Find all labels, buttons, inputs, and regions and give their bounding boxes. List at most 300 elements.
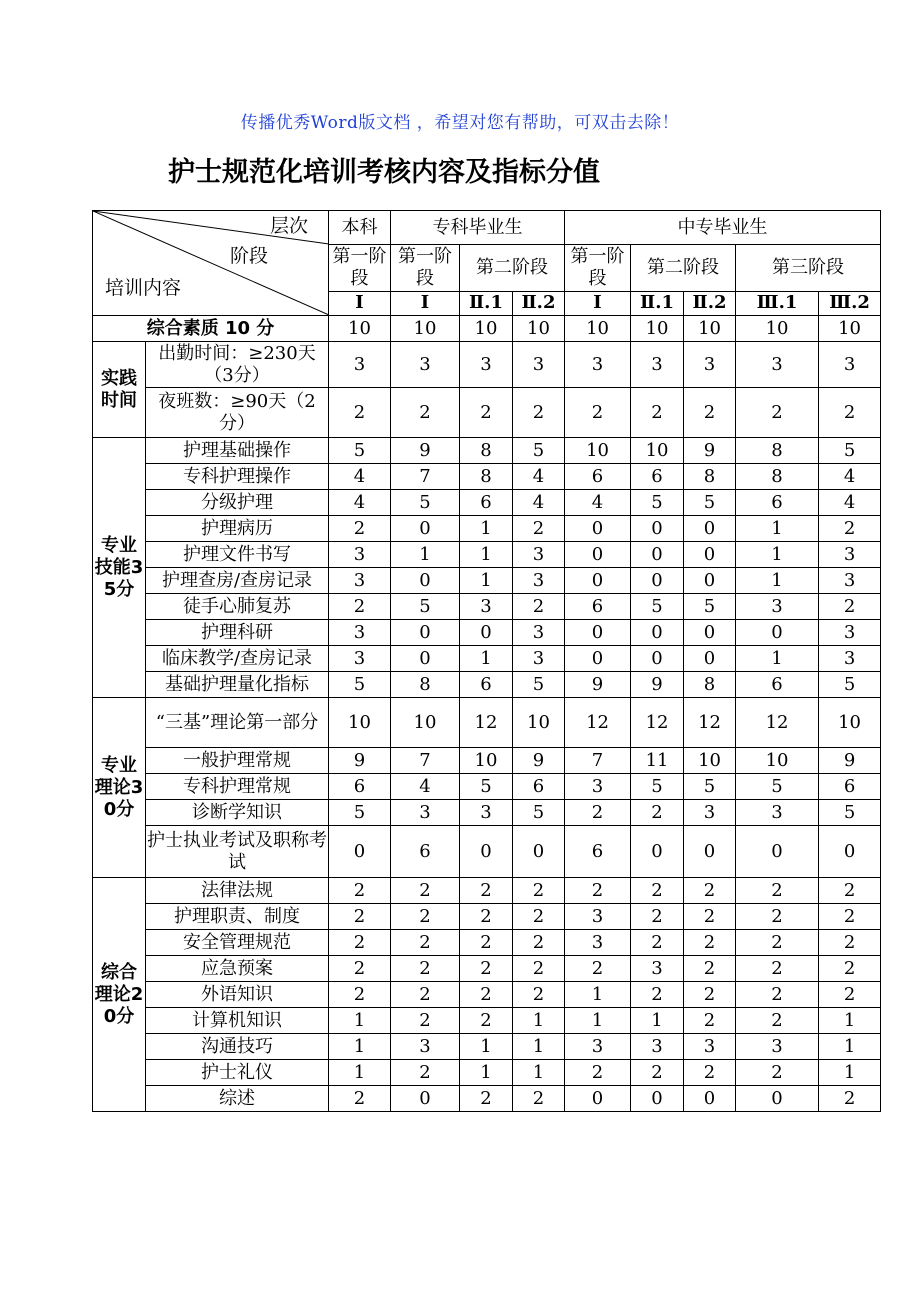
score-cell: 9 bbox=[631, 672, 684, 698]
score-cell: 1 bbox=[460, 568, 513, 594]
table-row bbox=[93, 904, 881, 930]
score-cell: 2 bbox=[565, 1060, 631, 1086]
summary-value: 10 bbox=[819, 316, 881, 342]
table-row bbox=[93, 388, 881, 438]
score-cell: 2 bbox=[391, 982, 460, 1008]
score-cell: 1 bbox=[329, 1060, 391, 1086]
table-row bbox=[93, 464, 881, 490]
score-cell: 3 bbox=[565, 774, 631, 800]
score-cell: 0 bbox=[736, 620, 819, 646]
score-cell: 2 bbox=[391, 878, 460, 904]
score-cell: 2 bbox=[736, 1060, 819, 1086]
score-cell: 1 bbox=[460, 1060, 513, 1086]
score-cell: 2 bbox=[631, 878, 684, 904]
summary-value: 10 bbox=[513, 316, 565, 342]
score-cell: 9 bbox=[329, 748, 391, 774]
score-cell: 0 bbox=[391, 568, 460, 594]
score-cell: 1 bbox=[513, 1060, 565, 1086]
score-cell: 5 bbox=[513, 672, 565, 698]
score-cell: 8 bbox=[460, 464, 513, 490]
summary-label: 综合素质 10 分 bbox=[93, 316, 329, 342]
section-label: 专业理论30分 bbox=[93, 698, 146, 878]
score-cell: 1 bbox=[736, 542, 819, 568]
row-item: 诊断学知识 bbox=[146, 800, 329, 826]
stage-label: 阶段 bbox=[230, 245, 269, 267]
score-cell: 1 bbox=[819, 1008, 881, 1034]
score-cell: 3 bbox=[460, 342, 513, 388]
score-cell: 2 bbox=[391, 904, 460, 930]
score-cell: 4 bbox=[565, 490, 631, 516]
table-row bbox=[93, 646, 881, 672]
score-cell: 5 bbox=[391, 594, 460, 620]
score-cell: 5 bbox=[329, 800, 391, 826]
score-cell: 9 bbox=[819, 748, 881, 774]
score-cell: 3 bbox=[329, 542, 391, 568]
score-cell: 9 bbox=[565, 672, 631, 698]
section-label: 专业技能35分 bbox=[93, 438, 146, 698]
score-cell: 2 bbox=[391, 1060, 460, 1086]
row-item: 护士执业考试及职称考试 bbox=[146, 826, 329, 878]
score-cell: 2 bbox=[684, 388, 736, 438]
score-cell: 2 bbox=[684, 1008, 736, 1034]
score-cell: 3 bbox=[513, 620, 565, 646]
score-cell: 2 bbox=[565, 800, 631, 826]
score-cell: 2 bbox=[513, 516, 565, 542]
score-cell: 6 bbox=[736, 672, 819, 698]
score-cell: 3 bbox=[513, 646, 565, 672]
table-row bbox=[93, 1008, 881, 1034]
table-row bbox=[93, 982, 881, 1008]
score-cell: 4 bbox=[329, 490, 391, 516]
group-header-bachelor: 本科 bbox=[329, 211, 391, 245]
score-cell: 2 bbox=[819, 982, 881, 1008]
table-row bbox=[93, 1034, 881, 1060]
score-cell: 2 bbox=[329, 388, 391, 438]
table-row bbox=[93, 826, 881, 878]
header-diagonal-cell bbox=[93, 211, 329, 316]
table-row bbox=[93, 698, 881, 748]
score-cell: 3 bbox=[329, 568, 391, 594]
score-cell: 0 bbox=[460, 826, 513, 878]
row-item: 外语知识 bbox=[146, 982, 329, 1008]
score-cell: 0 bbox=[631, 826, 684, 878]
summary-value: 10 bbox=[391, 316, 460, 342]
score-cell: 3 bbox=[513, 568, 565, 594]
score-cell: 1 bbox=[329, 1034, 391, 1060]
score-cell: 2 bbox=[819, 1086, 881, 1112]
score-cell: 6 bbox=[631, 464, 684, 490]
level-label: 层次 bbox=[269, 215, 308, 237]
score-cell: 0 bbox=[565, 568, 631, 594]
score-cell: 0 bbox=[631, 542, 684, 568]
stage-header: 第二阶段 bbox=[631, 245, 736, 291]
score-cell: 0 bbox=[684, 646, 736, 672]
score-cell: 8 bbox=[736, 464, 819, 490]
table-row bbox=[93, 542, 881, 568]
score-cell: 3 bbox=[460, 800, 513, 826]
score-cell: 2 bbox=[819, 594, 881, 620]
score-cell: 3 bbox=[513, 542, 565, 568]
table-row bbox=[93, 774, 881, 800]
score-cell: 2 bbox=[631, 1060, 684, 1086]
score-cell: 0 bbox=[631, 620, 684, 646]
row-item: 临床教学/查房记录 bbox=[146, 646, 329, 672]
score-cell: 9 bbox=[513, 748, 565, 774]
row-item: 专科护理操作 bbox=[146, 464, 329, 490]
score-cell: 3 bbox=[329, 620, 391, 646]
table-row bbox=[93, 438, 881, 464]
score-cell: 2 bbox=[631, 388, 684, 438]
score-cell: 8 bbox=[684, 672, 736, 698]
score-cell: 3 bbox=[819, 620, 881, 646]
stage-code: Ⅰ bbox=[391, 291, 460, 315]
score-cell: 3 bbox=[565, 1034, 631, 1060]
score-cell: 2 bbox=[460, 388, 513, 438]
score-cell: 4 bbox=[513, 464, 565, 490]
score-cell: 0 bbox=[684, 516, 736, 542]
score-cell: 5 bbox=[631, 774, 684, 800]
score-cell: 3 bbox=[684, 1034, 736, 1060]
score-cell: 2 bbox=[565, 878, 631, 904]
score-cell: 2 bbox=[819, 930, 881, 956]
row-item: 出勤时间：≥230天（3分） bbox=[146, 342, 329, 388]
score-cell: 0 bbox=[460, 620, 513, 646]
score-cell: 3 bbox=[819, 342, 881, 388]
score-cell: 1 bbox=[460, 516, 513, 542]
score-cell: 6 bbox=[736, 490, 819, 516]
score-cell: 2 bbox=[684, 930, 736, 956]
row-item: 护理病历 bbox=[146, 516, 329, 542]
score-cell: 2 bbox=[565, 388, 631, 438]
score-cell: 0 bbox=[391, 1086, 460, 1112]
row-item: 护士礼仪 bbox=[146, 1060, 329, 1086]
score-cell: 1 bbox=[819, 1060, 881, 1086]
score-cell: 4 bbox=[819, 490, 881, 516]
score-cell: 2 bbox=[684, 1060, 736, 1086]
score-cell: 2 bbox=[460, 982, 513, 1008]
score-cell: 2 bbox=[631, 800, 684, 826]
score-cell: 1 bbox=[329, 1008, 391, 1034]
row-item: 沟通技巧 bbox=[146, 1034, 329, 1060]
score-cell: 6 bbox=[565, 594, 631, 620]
stage-code: Ⅱ.1 bbox=[460, 291, 513, 315]
score-cell: 2 bbox=[460, 956, 513, 982]
score-cell: 0 bbox=[565, 542, 631, 568]
score-cell: 2 bbox=[513, 1086, 565, 1112]
score-cell: 2 bbox=[513, 956, 565, 982]
score-cell: 5 bbox=[819, 672, 881, 698]
row-item: 护理科研 bbox=[146, 620, 329, 646]
stage-header: 第二阶段 bbox=[460, 245, 565, 291]
score-cell: 2 bbox=[329, 930, 391, 956]
score-cell: 2 bbox=[513, 904, 565, 930]
score-cell: 1 bbox=[736, 646, 819, 672]
score-cell: 1 bbox=[460, 1034, 513, 1060]
score-cell: 8 bbox=[460, 438, 513, 464]
score-cell: 5 bbox=[631, 594, 684, 620]
score-cell: 4 bbox=[391, 774, 460, 800]
score-cell: 2 bbox=[513, 982, 565, 1008]
score-cell: 2 bbox=[684, 904, 736, 930]
score-cell: 4 bbox=[819, 464, 881, 490]
score-cell: 1 bbox=[819, 1034, 881, 1060]
score-cell: 6 bbox=[460, 490, 513, 516]
summary-value: 10 bbox=[736, 316, 819, 342]
row-item: 护理查房/查房记录 bbox=[146, 568, 329, 594]
stage-code: Ⅱ.1 bbox=[631, 291, 684, 315]
score-cell: 0 bbox=[565, 516, 631, 542]
score-cell: 6 bbox=[460, 672, 513, 698]
score-cell: 0 bbox=[391, 646, 460, 672]
score-cell: 0 bbox=[736, 826, 819, 878]
score-cell: 2 bbox=[460, 904, 513, 930]
score-cell: 1 bbox=[460, 646, 513, 672]
score-cell: 2 bbox=[329, 982, 391, 1008]
score-cell: 3 bbox=[819, 568, 881, 594]
score-cell: 5 bbox=[513, 438, 565, 464]
table-row bbox=[93, 568, 881, 594]
score-cell: 8 bbox=[391, 672, 460, 698]
stage-header: 第三阶段 bbox=[736, 245, 881, 291]
stage-code: Ⅲ.1 bbox=[736, 291, 819, 315]
score-cell: 8 bbox=[736, 438, 819, 464]
score-cell: 2 bbox=[684, 878, 736, 904]
score-cell: 10 bbox=[460, 748, 513, 774]
score-cell: 5 bbox=[329, 672, 391, 698]
table-row bbox=[93, 620, 881, 646]
row-item: 应急预案 bbox=[146, 956, 329, 982]
score-cell: 2 bbox=[736, 930, 819, 956]
row-item: “三基”理论第一部分 bbox=[146, 698, 329, 748]
score-cell: 2 bbox=[391, 956, 460, 982]
score-cell: 0 bbox=[631, 516, 684, 542]
score-cell: 2 bbox=[329, 1086, 391, 1112]
score-cell: 2 bbox=[819, 956, 881, 982]
score-cell: 5 bbox=[684, 594, 736, 620]
score-cell: 2 bbox=[329, 956, 391, 982]
score-cell: 0 bbox=[513, 826, 565, 878]
row-item: 护理文件书写 bbox=[146, 542, 329, 568]
score-cell: 5 bbox=[631, 490, 684, 516]
row-item: 安全管理规范 bbox=[146, 930, 329, 956]
score-cell: 2 bbox=[736, 982, 819, 1008]
group-header-college: 专科毕业生 bbox=[391, 211, 565, 245]
score-cell: 8 bbox=[684, 464, 736, 490]
score-cell: 12 bbox=[736, 698, 819, 748]
table-row bbox=[93, 1086, 881, 1112]
score-cell: 2 bbox=[391, 388, 460, 438]
score-cell: 1 bbox=[513, 1008, 565, 1034]
score-cell: 12 bbox=[631, 698, 684, 748]
score-cell: 3 bbox=[631, 956, 684, 982]
score-cell: 2 bbox=[736, 956, 819, 982]
score-cell: 5 bbox=[329, 438, 391, 464]
score-cell: 0 bbox=[684, 826, 736, 878]
score-cell: 10 bbox=[736, 748, 819, 774]
score-cell: 2 bbox=[684, 956, 736, 982]
score-cell: 2 bbox=[391, 930, 460, 956]
score-cell: 3 bbox=[391, 342, 460, 388]
score-cell: 11 bbox=[631, 748, 684, 774]
score-cell: 6 bbox=[565, 826, 631, 878]
score-cell: 10 bbox=[684, 748, 736, 774]
banner-note: 传播优秀Word版文档 ，希望对您有帮助，可双击去除！ bbox=[240, 113, 680, 133]
summary-value: 10 bbox=[684, 316, 736, 342]
score-cell: 3 bbox=[736, 1034, 819, 1060]
score-cell: 3 bbox=[391, 1034, 460, 1060]
row-item: 法律法规 bbox=[146, 878, 329, 904]
assessment-table bbox=[92, 210, 881, 1112]
row-item: 专科护理常规 bbox=[146, 774, 329, 800]
score-cell: 6 bbox=[565, 464, 631, 490]
score-cell: 0 bbox=[631, 1086, 684, 1112]
score-cell: 5 bbox=[391, 490, 460, 516]
score-cell: 3 bbox=[391, 800, 460, 826]
stage-code: Ⅰ bbox=[329, 291, 391, 315]
score-cell: 2 bbox=[513, 388, 565, 438]
row-item: 基础护理量化指标 bbox=[146, 672, 329, 698]
section-label: 综合理论20分 bbox=[93, 878, 146, 1112]
score-cell: 2 bbox=[819, 516, 881, 542]
score-cell: 10 bbox=[513, 698, 565, 748]
score-cell: 7 bbox=[391, 748, 460, 774]
score-cell: 2 bbox=[736, 904, 819, 930]
score-cell: 9 bbox=[391, 438, 460, 464]
score-cell: 3 bbox=[460, 594, 513, 620]
score-cell: 2 bbox=[736, 878, 819, 904]
score-cell: 3 bbox=[684, 342, 736, 388]
score-cell: 2 bbox=[513, 594, 565, 620]
stage-code: Ⅱ.2 bbox=[513, 291, 565, 315]
stage-header: 第一阶段 bbox=[329, 245, 391, 291]
score-cell: 6 bbox=[329, 774, 391, 800]
score-cell: 1 bbox=[565, 982, 631, 1008]
score-cell: 2 bbox=[329, 594, 391, 620]
score-cell: 1 bbox=[736, 516, 819, 542]
score-cell: 0 bbox=[329, 826, 391, 878]
table-row bbox=[93, 490, 881, 516]
table-row bbox=[93, 594, 881, 620]
score-cell: 0 bbox=[631, 568, 684, 594]
score-cell: 0 bbox=[736, 1086, 819, 1112]
score-cell: 0 bbox=[391, 516, 460, 542]
score-cell: 3 bbox=[631, 342, 684, 388]
score-cell: 2 bbox=[460, 1008, 513, 1034]
score-cell: 2 bbox=[513, 878, 565, 904]
score-cell: 3 bbox=[329, 342, 391, 388]
score-cell: 10 bbox=[631, 438, 684, 464]
score-cell: 5 bbox=[736, 774, 819, 800]
score-cell: 2 bbox=[684, 982, 736, 1008]
score-cell: 3 bbox=[565, 904, 631, 930]
score-cell: 10 bbox=[565, 438, 631, 464]
score-cell: 9 bbox=[684, 438, 736, 464]
score-cell: 6 bbox=[819, 774, 881, 800]
score-cell: 2 bbox=[329, 904, 391, 930]
score-cell: 2 bbox=[391, 1008, 460, 1034]
row-item: 分级护理 bbox=[146, 490, 329, 516]
score-cell: 5 bbox=[460, 774, 513, 800]
score-cell: 0 bbox=[565, 1086, 631, 1112]
score-cell: 10 bbox=[329, 698, 391, 748]
table-row bbox=[93, 878, 881, 904]
table-row bbox=[93, 800, 881, 826]
score-cell: 2 bbox=[565, 956, 631, 982]
summary-value: 10 bbox=[460, 316, 513, 342]
row-item: 护理基础操作 bbox=[146, 438, 329, 464]
row-item: 计算机知识 bbox=[146, 1008, 329, 1034]
score-cell: 2 bbox=[329, 516, 391, 542]
score-cell: 2 bbox=[819, 388, 881, 438]
score-cell: 1 bbox=[736, 568, 819, 594]
score-cell: 12 bbox=[460, 698, 513, 748]
score-cell: 4 bbox=[329, 464, 391, 490]
score-cell: 2 bbox=[460, 1086, 513, 1112]
score-cell: 3 bbox=[736, 594, 819, 620]
score-cell: 3 bbox=[819, 542, 881, 568]
stage-header: 第一阶段 bbox=[565, 245, 631, 291]
page-title: 护士规范化培训考核内容及指标分值 bbox=[168, 157, 600, 188]
section-label: 实践时间 bbox=[93, 342, 146, 438]
score-cell: 7 bbox=[391, 464, 460, 490]
row-item: 一般护理常规 bbox=[146, 748, 329, 774]
score-cell: 2 bbox=[736, 388, 819, 438]
score-cell: 0 bbox=[631, 646, 684, 672]
score-cell: 3 bbox=[565, 342, 631, 388]
score-cell: 2 bbox=[631, 930, 684, 956]
score-cell: 1 bbox=[565, 1008, 631, 1034]
score-cell: 0 bbox=[684, 620, 736, 646]
score-cell: 0 bbox=[565, 646, 631, 672]
stage-header: 第一阶段 bbox=[391, 245, 460, 291]
score-cell: 3 bbox=[736, 342, 819, 388]
score-cell: 0 bbox=[684, 568, 736, 594]
score-cell: 3 bbox=[819, 646, 881, 672]
score-cell: 3 bbox=[736, 800, 819, 826]
score-cell: 3 bbox=[684, 800, 736, 826]
score-cell: 7 bbox=[565, 748, 631, 774]
table-row bbox=[93, 930, 881, 956]
score-cell: 3 bbox=[631, 1034, 684, 1060]
score-cell: 2 bbox=[819, 878, 881, 904]
score-cell: 10 bbox=[819, 698, 881, 748]
score-cell: 3 bbox=[513, 342, 565, 388]
stage-code: Ⅲ.2 bbox=[819, 291, 881, 315]
score-cell: 2 bbox=[819, 904, 881, 930]
table-row bbox=[93, 956, 881, 982]
score-cell: 2 bbox=[631, 982, 684, 1008]
score-cell: 2 bbox=[631, 904, 684, 930]
summary-value: 10 bbox=[631, 316, 684, 342]
score-cell: 5 bbox=[819, 438, 881, 464]
score-cell: 1 bbox=[391, 542, 460, 568]
score-cell: 2 bbox=[460, 930, 513, 956]
score-cell: 5 bbox=[684, 774, 736, 800]
row-item: 徒手心肺复苏 bbox=[146, 594, 329, 620]
score-cell: 0 bbox=[391, 620, 460, 646]
score-cell: 12 bbox=[684, 698, 736, 748]
score-cell: 2 bbox=[513, 930, 565, 956]
score-cell: 5 bbox=[819, 800, 881, 826]
score-cell: 2 bbox=[736, 1008, 819, 1034]
row-item: 护理职责、制度 bbox=[146, 904, 329, 930]
stage-code: Ⅰ bbox=[565, 291, 631, 315]
table-row bbox=[93, 342, 881, 388]
table-row bbox=[93, 748, 881, 774]
score-cell: 1 bbox=[513, 1034, 565, 1060]
score-cell: 1 bbox=[460, 542, 513, 568]
score-cell: 2 bbox=[329, 878, 391, 904]
